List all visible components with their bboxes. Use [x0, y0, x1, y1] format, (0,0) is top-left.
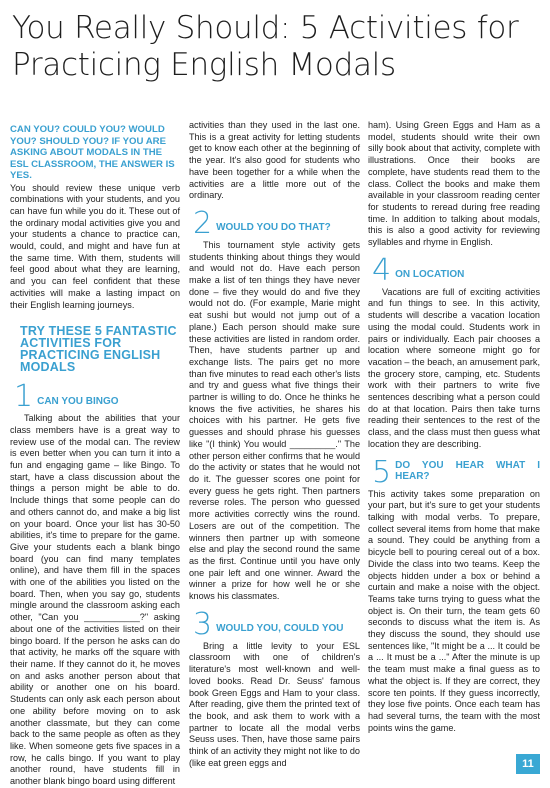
activity-title: DO YOU HEAR WHAT I HEAR? [395, 459, 540, 483]
activity-3-text: Bring a little levity to your ESL classroom with one of children's literature's most well-known and well-loved books. Read Dr. Seuss' famous book Green Eggs and Ham to your class. After reading, give them the printed text of the book, and ask them to work with a partner to locate all the modal verbs Seuss uses. Then, have those same pairs think of an activity they might not like to do (like eat green eggs and [189, 640, 360, 768]
activity-title: WOULD YOU DO THAT? [216, 222, 331, 234]
column-2 [189, 120, 360, 769]
activity-2-text: This tournament style activity gets students thinking about things they would and would not do. Have each person make a list of ten things they have never done – five they would do and five they would not do. (For example, Marie might eat sushi but would not jump out of a plane.) Each person should make sure these activities are listed in random order. Then, have students partner up and exchange lists. The pairs get no more than five minutes to read each other's lists and try and guess what five things their partner is willing to do. Once he thinks he knows the five activities, he shares his choices with his partner. He gets five guesses and should phrase his guesses like "(I think) You would _________." The other person either confirms that he would do the activity or states that he would not do it. The guesser scores one point for every guess he gets right. Then partners reverse roles. The person who guessed more activities correctly wins the round. Losers are out of the competition. The winners then partner up with someone else and play the second round the same as the first. Continue until you have only one pair left and one winner. Award the winner a prize for how well he or she knows his classmates. [189, 239, 360, 602]
activity-title: WOULD YOU, COULD YOU [216, 623, 344, 635]
intro-heading: CAN YOU? COULD YOU? WOULD YOU? SHOULD YOU? IF YOU ARE ASKING ABOUT MODALS IN THE ESL CLASSROOM, THE ANSWER IS YES. [10, 124, 175, 181]
activity-4-text: Vacations are full of exciting activities and fun things to see. In this activity, students will describe a vacation location using the modal could. Students work in pairs or individually. Each pair chooses a location where someone might go for vacation – the beach, an amusement park, the grocery store, camping, etc. Students work with their partners to write five sentences describing what a person could do at that location. Pairs then take turns reading their sentences to the rest of the class, and the class must then guess what location they are describing. [368, 286, 540, 449]
activity-number: 5 [372, 454, 392, 490]
activity-3-heading [189, 606, 360, 642]
activity-title: CAN YOU BINGO [37, 395, 119, 407]
activity-number: 1 [14, 379, 34, 415]
activity-4-heading [368, 252, 540, 288]
activity-1-heading [10, 379, 180, 415]
activity-3-text-continued: ham). Using Green Eggs and Ham as a model, students should write their own silly book about that activity, complete with illustrations. Once their books are complete, have students read them to the class. Collect the books and make them available in your classroom reading center for students to reread during free reading time. In addition to talking about modals, this is also a good activity for reviewing syllables and rhyme in English. [368, 120, 540, 248]
activity-title: ON LOCATION [395, 269, 465, 281]
intro-text: You should review these unique verb combinations with your students, and you can have fun while you do it. These out of the ordinary modal activities give you and your students a chance to practice can, would, could, and might and have fun at the same time. With them, students will feel good about what they are learning, and you can feel confident that these activities will make a lasting impact on their English learning journeys. [10, 182, 180, 310]
activity-2-heading [189, 205, 360, 241]
column-3 [368, 120, 540, 734]
activity-1-text-continued: activities than they used in the last one. This is a great activity for letting students get to know each other at the beginning of the year. It's also good for students who have been together for a while when the activities are a little more out of the ordinary. [189, 120, 360, 201]
activity-5-heading [368, 454, 540, 490]
activity-number: 3 [193, 606, 213, 642]
activity-number: 2 [193, 205, 213, 241]
activity-1-text: Talking about the abilities that your class members have is a great way to review use of the modal can. The review is even better when you can turn it into a fun and engaging game – like Bingo. To start, have a class discussion about the things a person might be able to do. Include things that some people can do and others cannot do, and make a big list on your board. Once your list has 30-50 abilities, it's time to prepare for the game. Give your students each a blank bingo board (you can find many templates online), and have them fill in the spaces with one of the abilities you listed on the board. Then, when you say go, students mingle around the classroom asking each other, "Can you ___________?" asking about one of the activities listed on their bingo board. If the person he asks can do that activity, he marks off the square with their name. If they cannot do it, he moves on and asks another person about that ability or another one on his board. Students can only ask each person about one ability before moving on to ask another classmate, but they can come back to the same people as often as they like. When someone gets five spaces in a row, he calls bingo. If you want to play another round, have students fill in another blank bingo board using different [10, 413, 180, 787]
page-number-badge: 11 [516, 754, 540, 774]
page-title: You Really Should: 5 Activities for Practicing English Modals [12, 10, 519, 83]
try-heading: TRY THESE 5 FANTASTIC ACTIVITIES FOR PRACTICING ENGLISH MODALS [20, 324, 177, 375]
activity-5-text: This activity takes some preparation on your part, but it's sure to get your students talking with modal verbs. To prepare, collect several items from home that make a sound. They could be anything from a bicycle bell to pouring cereal out of a box. Divide the class into two teams. Keep the objects hidden under a box or behind a curtain and make a noise with the object. Teams take turns trying to guess what the object is. On their turn, the team gets 60 seconds to discuss what the item is. As they discuss the sound, they should use sentences like, "It might be a ... It could be a ... It must be a ..." After the minute is up the team must make a final guess as to what the object is. If they are correct, they score ten points. If they guess incorrectly, they lose five points. Once each team has had several turns, the team with the most points wins the game. [368, 488, 540, 733]
activity-number: 4 [372, 252, 392, 288]
column-1 [10, 124, 180, 788]
